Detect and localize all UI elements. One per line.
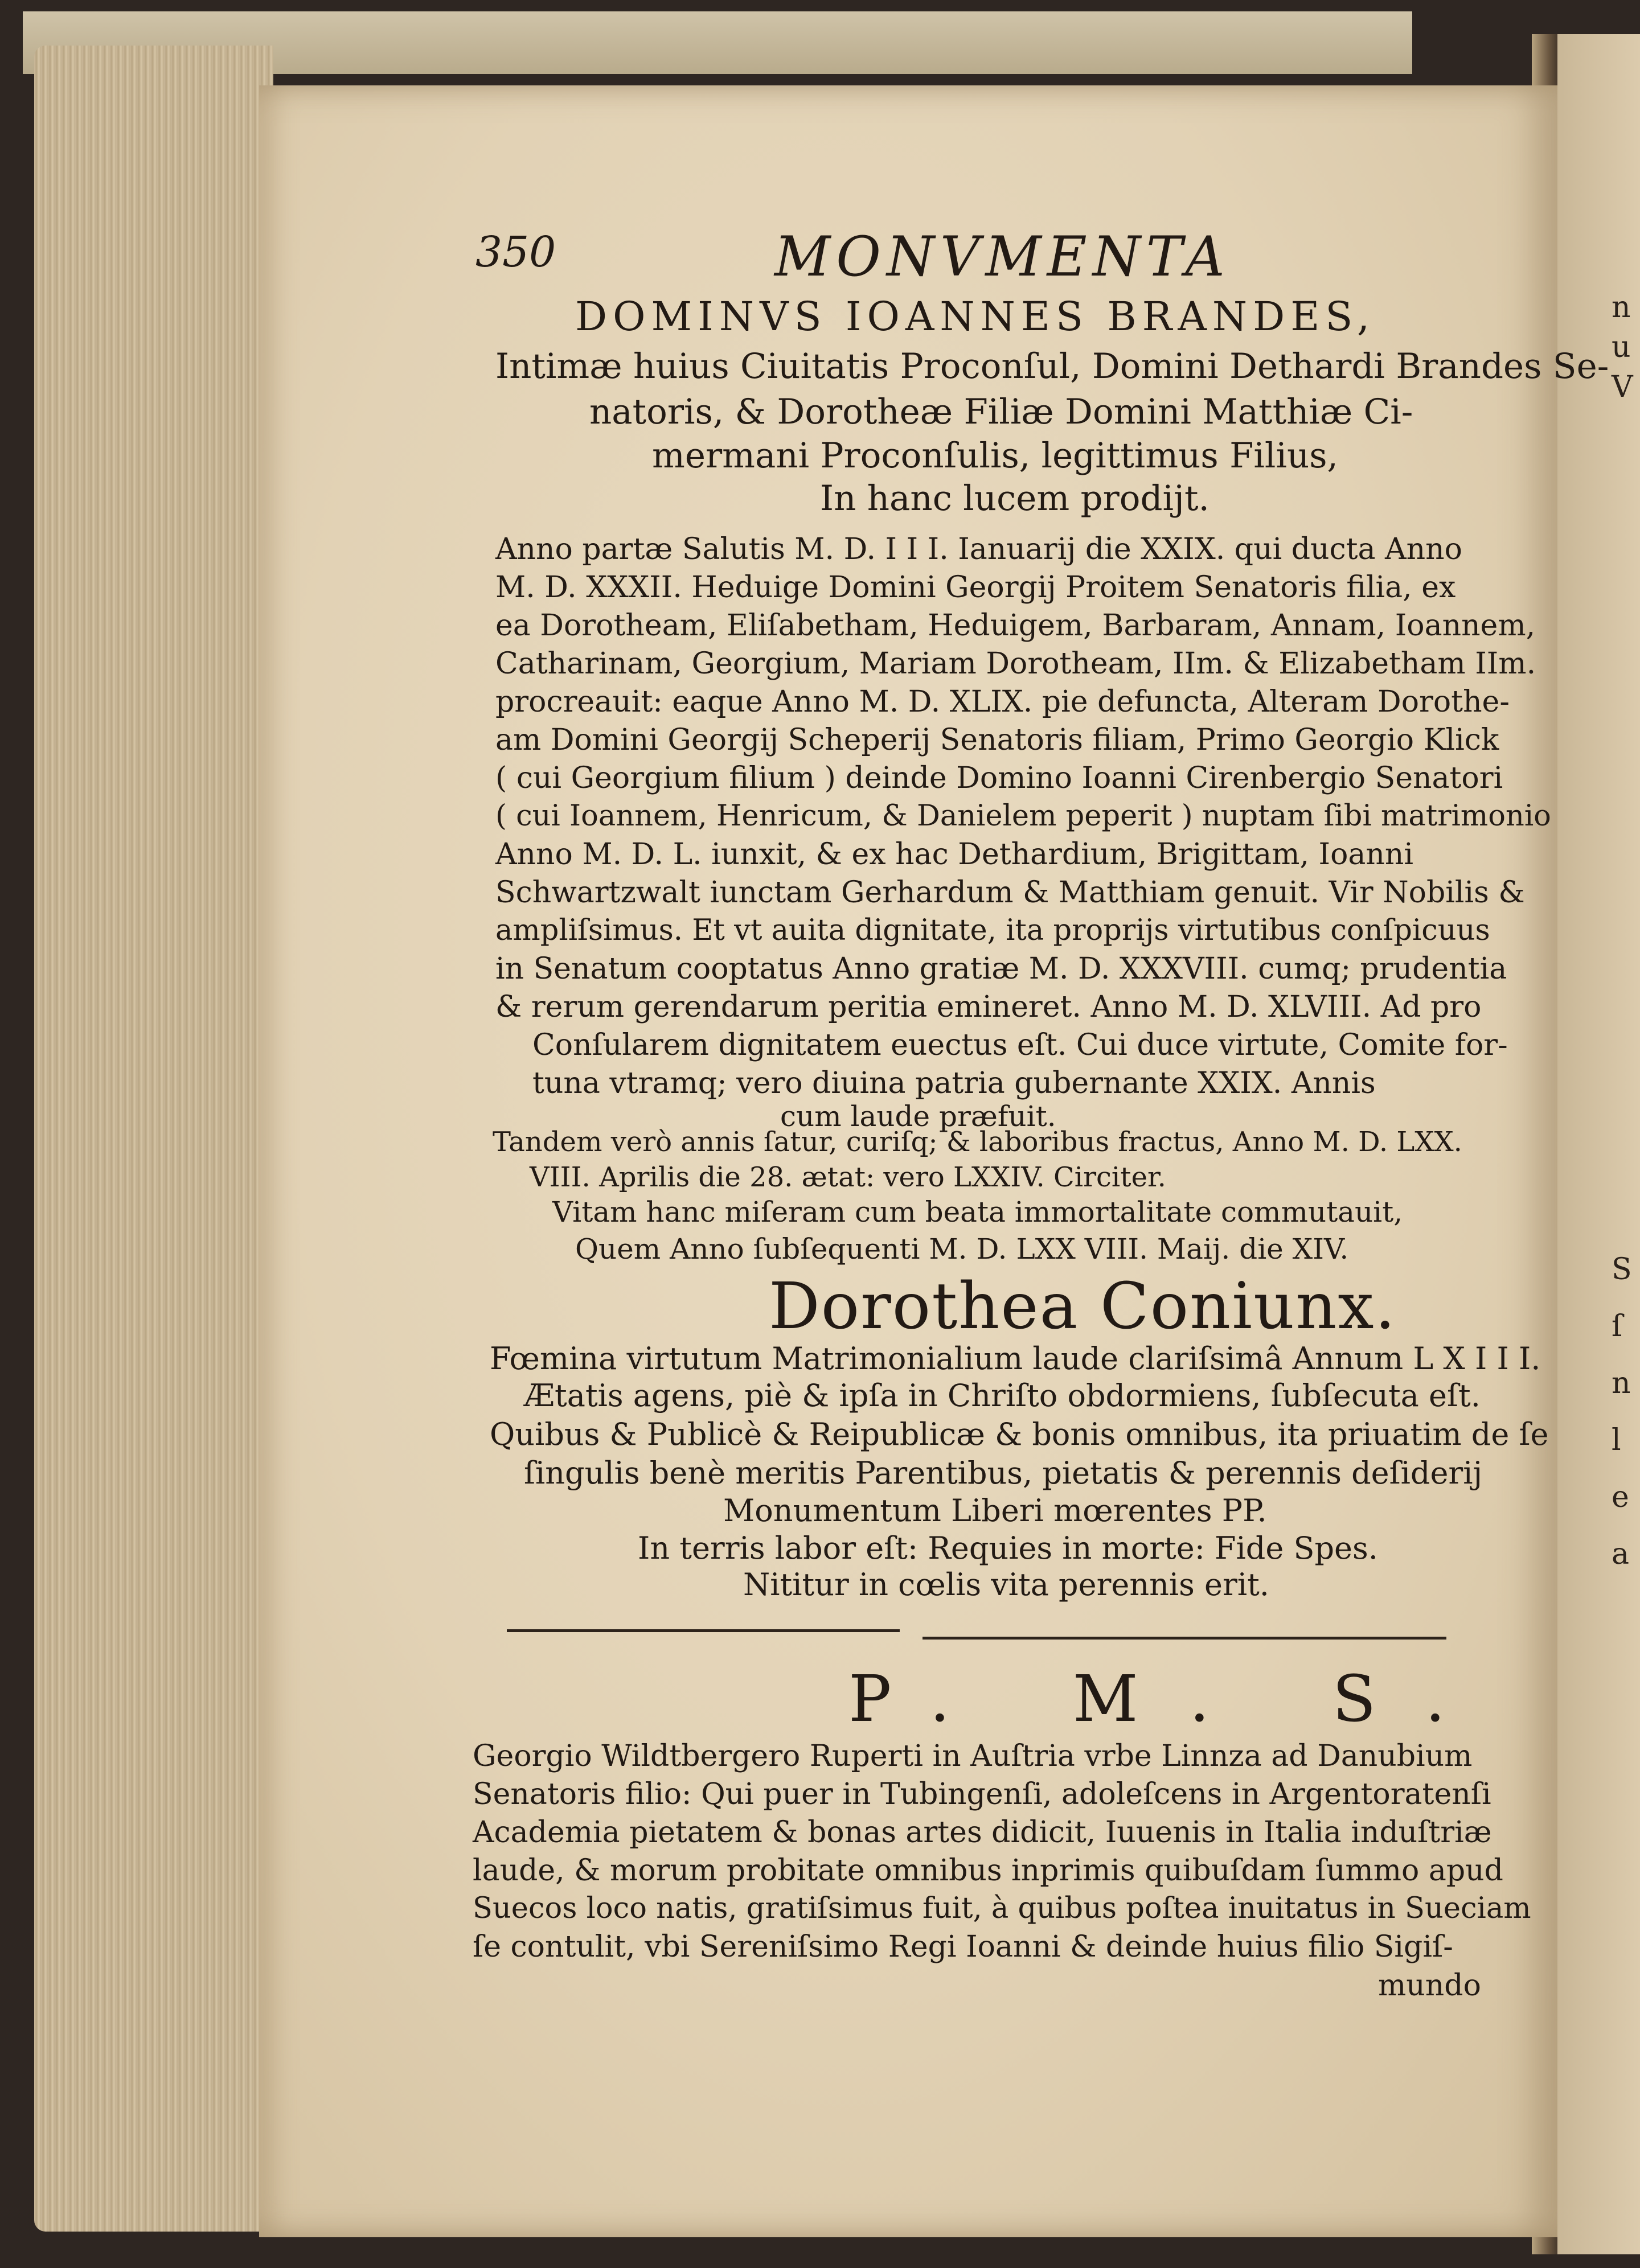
death-line: Quem Anno ſubſequenti M. D. LXX VIII. Maij. die XIV. [575,1232,1349,1266]
body-line: Catharinam, Georgium, Mariam Dorotheam, IIm. & Elizabetham IIm. [495,647,1536,681]
facing-fragment: a [1612,1537,1630,1571]
catchword: mundo [1378,1969,1481,2003]
body-line: ea Dorotheam, Eliſabetham, Heduigem, Barbaram, Annam, Ioannem, [495,609,1536,643]
body-line: Anno partæ Salutis M. D. I I I. Ianuarij die XXIX. qui ducta Anno [495,532,1462,566]
epitaph2-line: Georgio Wildtbergero Ruperti in Auſtria vrbe Linnza ad Danubium [473,1739,1473,1773]
body-line: ( cui Georgium filium ) deinde Domino Ioanni Cirenbergio Senatori [495,761,1503,795]
body-line: ampliſsimus. Et vt auita dignitate, ita proprijs virtutibus conſpicuus [495,914,1490,947]
facing-fragment: u [1612,330,1631,364]
facing-fragment: S [1612,1252,1632,1287]
facing-fragment: e [1612,1480,1629,1514]
epitaph2-line: laude, & morum probitate omnibus inprimis quibuſdam ſummo apud [473,1854,1503,1888]
body-line: & rerum gerendarum peritia emineret. Anno M. D. XLVIII. Ad pro [495,990,1482,1024]
death-line: VIII. Aprilis die 28. ætat: vero LXXIV. Circiter. [530,1161,1166,1193]
facing-fragment: n [1612,290,1631,324]
body-line: M. D. XXXII. Heduige Domini Georgij Proitem Senatoris filia, ex [495,570,1456,605]
spouse-line: In terris labor eſt: Requies in morte: Fide Spes. [638,1530,1378,1566]
spouse-line: Ætatis agens, piè & ipſa in Chriſto obdormiens, ſubſecuta eſt. [524,1378,1481,1414]
facing-fragment: V [1612,370,1633,404]
body-line: tuna vtramq; vero diuina patria gubernante XXIX. Annis [532,1066,1376,1100]
intro-line: natoris, & Dorotheæ Filiæ Domini Matthiæ Ci- [589,392,1413,432]
death-line: Tandem verò annis ſatur, curiſq; & laboribus fractus, Anno M. D. LXX. [493,1126,1462,1158]
spouse-line: Nititur in cœlis vita perennis erit. [743,1567,1269,1603]
spouse-line: Monumentum Liberi mœrentes PP. [723,1493,1267,1529]
intro-line: In hanc lucem prodijt. [820,478,1210,519]
spouse-line: Fœmina virtutum Matrimonialium laude clariſsimâ Annum L X I I I. [490,1341,1541,1377]
facing-fragment: ſ [1612,1309,1623,1343]
intro-line: mermani Proconſulis, legittimus Filius, [652,435,1338,476]
facing-fragment: l [1612,1423,1621,1457]
page-number: 350 [475,228,556,277]
body-line: Schwartzwalt iunctam Gerhardum & Matthiam genuit. Vir Nobilis & [495,876,1525,910]
divider-rule [922,1637,1446,1640]
body-line: am Domini Georgij Scheperij Senatoris filiam, Primo Georgio Klick [495,723,1499,757]
spouse-line: Quibus & Publicè & Reipublicæ & bonis omnibus, ita priuatim de ſe [490,1416,1549,1452]
body-line: ( cui Ioannem, Henricum, & Danielem peperit ) nuptam ſibi matrimonio [495,799,1551,833]
pms-heading: P. M. S. [848,1662,1497,1736]
epitaph2-line: ſe contulit, vbi Sereniſsimo Regi Ioanni & deinde huius filio Sigiſ- [473,1930,1453,1964]
epitaph-heading: DOMINVS IOANNES BRANDES, [575,293,1376,340]
divider-rule [507,1629,900,1632]
page-edges [34,46,273,2232]
death-line: Vitam hanc miſeram cum beata immortalitate commutauit, [552,1195,1403,1228]
epitaph2-line: Academia pietatem & bonas artes didicit, Iuuenis in Italia induſtriæ [473,1815,1492,1850]
facing-fragment: n [1612,1366,1631,1400]
epitaph2-line: Senatoris filio: Qui puer in Tubingenſi, adoleſcens in Argentoratenſi [473,1777,1491,1811]
body-line: Anno M. D. L. iunxit, & ex hac Dethardium, Brigittam, Ioanni [495,837,1413,872]
spouse-heading: Dorothea Coniunx. [769,1269,1397,1343]
body-line: in Senatum cooptatus Anno gratiæ M. D. XXXVIII. cumq; prudentia [495,952,1507,986]
epitaph2-line: Suecos loco natis, gratiſsimus fuit, à quibus poſtea inuitatus in Sueciam [473,1892,1531,1925]
body-line: Conſularem dignitatem euectus eſt. Cui duce virtute, Comite for- [532,1028,1508,1062]
body-line: procreauit: eaque Anno M. D. XLIX. pie defuncta, Alteram Dorothe- [495,685,1510,719]
running-head: MONVMENTA [774,225,1231,289]
intro-line: Intimæ huius Ciuitatis Proconſul, Domini Dethardi Brandes Se- [495,346,1609,387]
spouse-line: ſingulis benè meritis Parentibus, pietatis & perennis deſiderij [524,1455,1483,1491]
body-line: cum laude præfuit. [780,1100,1056,1133]
